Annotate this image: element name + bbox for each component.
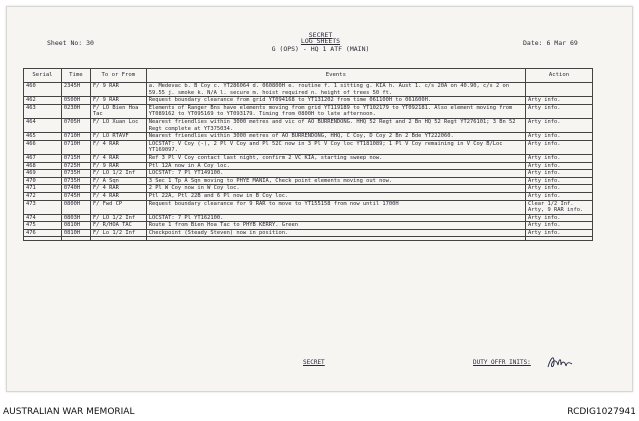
cell-tofrom: F/ LO Bien Hoa Tac bbox=[90, 104, 146, 118]
cell-serial: 464 bbox=[24, 118, 62, 132]
cell-events: Checkpoint (Steady Steven) now in position. bbox=[146, 229, 525, 237]
classification-heading: SECRET bbox=[308, 31, 333, 39]
cell-serial: 476 bbox=[24, 229, 62, 237]
table-row bbox=[24, 214, 593, 222]
cell-time: 0710H bbox=[61, 133, 90, 141]
cell-tofrom: F/ 4 RAR bbox=[90, 140, 146, 154]
cell-serial: 460 bbox=[24, 83, 62, 97]
cell-events: Nearest friendlies within 3000 metres of AO BURRENDONG, HHQ, C Coy, D Coy 2 Bn 2 Bde YT222060. bbox=[146, 133, 525, 141]
cell-action: Arty info. bbox=[526, 229, 593, 237]
cell-events: 2 Pl W Coy now in W Coy loc. bbox=[146, 185, 525, 193]
cell-time: 0710H bbox=[61, 140, 90, 154]
cell-blank bbox=[146, 237, 525, 241]
cell-time: 0740H bbox=[61, 185, 90, 193]
cell-events: 3 Sec 1 Tp A Sqn moving to PHYE MANIA, Check point elements moving out now. bbox=[146, 177, 525, 185]
cell-time: 0810H bbox=[61, 229, 90, 237]
log-table bbox=[23, 68, 593, 241]
cell-action: Clear 1/2 Inf. Arty, 9 RAR info. bbox=[526, 200, 593, 214]
table-row bbox=[24, 83, 593, 97]
cell-action: Arty info. bbox=[526, 177, 593, 185]
table-row bbox=[24, 229, 593, 237]
cell-serial: 472 bbox=[24, 192, 62, 200]
cell-tofrom: F/ Fwd CP bbox=[90, 200, 146, 214]
cell-action: Arty info. bbox=[526, 170, 593, 178]
cell-blank bbox=[61, 237, 90, 241]
cell-action bbox=[526, 83, 593, 97]
cell-tofrom: F/ 4 RAR bbox=[90, 192, 146, 200]
cell-events: Nearest friendlies within 3000 metres and vic of AO BURRENDONG. HHQ 52 Regt and 2 Bn HQ 52 Regt YT276101; 3 Bn 52 Regt complete at YT375034. bbox=[146, 118, 525, 132]
credit-institution: AUSTRALIAN WAR MEMORIAL bbox=[3, 407, 135, 417]
cell-tofrom: F/ Lo 1/2 Inf bbox=[90, 229, 146, 237]
cell-serial: 463 bbox=[24, 104, 62, 118]
cell-time: 0735H bbox=[61, 177, 90, 185]
cell-time: 0500H bbox=[61, 97, 90, 105]
col-time: Time bbox=[61, 69, 90, 83]
cell-blank bbox=[526, 237, 593, 241]
cell-events: Route 1 from Bien Hoa Tac to PHYB KERRY. Green bbox=[146, 222, 525, 230]
cell-serial: 467 bbox=[24, 154, 62, 162]
cell-tofrom: F/ LO 1/2 Inf bbox=[90, 170, 146, 178]
log-sheets-heading: LOG SHEETS bbox=[300, 37, 341, 45]
cell-serial: 471 bbox=[24, 185, 62, 193]
table-row bbox=[24, 154, 593, 162]
cell-tofrom: F/ A Sqn bbox=[90, 177, 146, 185]
cell-action: Arty info. bbox=[526, 214, 593, 222]
cell-time: 0810H bbox=[61, 222, 90, 230]
cell-time: 0705H bbox=[61, 118, 90, 132]
cell-action: Arty info. bbox=[526, 140, 593, 154]
cell-blank bbox=[90, 237, 146, 241]
table-row bbox=[24, 97, 593, 105]
cell-events: LOCSTAT: 7 Pl YT149100. bbox=[146, 170, 525, 178]
table-row bbox=[24, 118, 593, 132]
cell-events: Request boundary clearance for 9 RAR to move to YT155158 from now until 1700H bbox=[146, 200, 525, 214]
cell-action: Arty info. bbox=[526, 118, 593, 132]
cell-action: Arty info. bbox=[526, 154, 593, 162]
unit-heading: G (OPS) - HQ 1 ATF (MAIN) bbox=[271, 45, 370, 53]
cell-events: Request boundary clearance from grid YT094168 to YT131202 from time 061100H to 061600H. bbox=[146, 97, 525, 105]
table-row bbox=[24, 162, 593, 170]
cell-action: Arty info. bbox=[526, 133, 593, 141]
cell-serial: 473 bbox=[24, 200, 62, 214]
cell-action: Arty info. bbox=[526, 185, 593, 193]
cell-tofrom: F/ 4 RAR bbox=[90, 154, 146, 162]
log-sheet bbox=[6, 6, 633, 392]
cell-tofrom: F/ R/HOA TAC bbox=[90, 222, 146, 230]
cell-serial: 469 bbox=[24, 170, 62, 178]
table-row bbox=[24, 222, 593, 230]
cell-time: 0715H bbox=[61, 154, 90, 162]
cell-time: 0745H bbox=[61, 192, 90, 200]
cell-time: 0725H bbox=[61, 162, 90, 170]
cell-events: Ptl 22A, Ptl 22B and 6 Pl now in B Coy loc. bbox=[146, 192, 525, 200]
cell-tofrom: F/ 9 RAR bbox=[90, 83, 146, 97]
table-row bbox=[24, 170, 593, 178]
table-row bbox=[24, 192, 593, 200]
cell-serial: 468 bbox=[24, 162, 62, 170]
cell-events: Ptl 12A now in A Coy loc. bbox=[146, 162, 525, 170]
cell-serial: 474 bbox=[24, 214, 62, 222]
cell-tofrom: F/ LO RTAVF bbox=[90, 133, 146, 141]
col-serial: Serial bbox=[24, 69, 62, 83]
cell-time: 0230H bbox=[61, 104, 90, 118]
cell-action: Arty info. bbox=[526, 162, 593, 170]
cell-serial: 465 bbox=[24, 133, 62, 141]
cell-serial: 462 bbox=[24, 97, 62, 105]
sheet-number-label: Sheet No: bbox=[47, 39, 87, 47]
cell-action: Arty info. bbox=[526, 97, 593, 105]
col-to-or-from: To or From bbox=[90, 69, 146, 83]
cell-events: a. Medevac b. B Coy c. YT286064 d. 060800H e. routine f. 1 sitting g. KIA h. Aust 1. c/s 20A on 40.90, c/s 2 on 59.55 j. smoke k. N/A l. secure m. hoist required n. height of trees 50 ft. bbox=[146, 83, 525, 97]
cell-action: Arty info. bbox=[526, 104, 593, 118]
table-header-row bbox=[24, 69, 593, 83]
log-body bbox=[24, 83, 593, 241]
cell-tofrom: F/ 4 RAR bbox=[90, 185, 146, 193]
cell-blank bbox=[24, 237, 62, 241]
date-label: Date: bbox=[523, 39, 547, 47]
cell-time: 0800H bbox=[61, 200, 90, 214]
cell-events: Ref 3 Pl V Coy contact last night, confirm 2 VC KIA, starting sweep now. bbox=[146, 154, 525, 162]
cell-events: LOCSTAT: 7 Pl YT162100. bbox=[146, 214, 525, 222]
cell-serial: 470 bbox=[24, 177, 62, 185]
sheet-number-value: 30 bbox=[86, 39, 94, 47]
cell-time: 2345H bbox=[61, 83, 90, 97]
footer-classification: SECRET bbox=[303, 359, 325, 366]
cell-action: Arty info. bbox=[526, 192, 593, 200]
col-action: Action bbox=[526, 69, 593, 83]
duty-officer-initials-label: DUTY OFFR INITS: bbox=[473, 359, 531, 366]
cell-serial: 475 bbox=[24, 222, 62, 230]
cell-tofrom: F/ LO 1/2 Inf bbox=[90, 214, 146, 222]
table-row-blank bbox=[24, 237, 593, 241]
signature-initials bbox=[545, 353, 575, 371]
cell-time: 0803H bbox=[61, 214, 90, 222]
cell-action: Arty info. bbox=[526, 222, 593, 230]
cell-events: LOCSTAT: V Coy (-), 2 Pl V Coy and Pl 52C now in 3 Pl V Coy loc YT181089; 1 Pl V Coy remaining in V Coy B/Loc YT169097. bbox=[146, 140, 525, 154]
cell-events: Elements of Ranger Bns have elements moving from grid YT119189 to YT102179 to YT092181. Also element moving from YT089162 to YT095169 to YT093179. Timing from 0800H to late afternoon. bbox=[146, 104, 525, 118]
table-row bbox=[24, 104, 593, 118]
table-row bbox=[24, 200, 593, 214]
table-row bbox=[24, 133, 593, 141]
cell-tofrom: F/ 9 RAR bbox=[90, 162, 146, 170]
col-events: Events bbox=[146, 69, 525, 83]
credit-reference-id: RCDIG1027941 bbox=[567, 407, 636, 417]
cell-tofrom: F/ 9 RAR bbox=[90, 97, 146, 105]
cell-tofrom: F/ LO Xuan Loc bbox=[90, 118, 146, 132]
date-value: 6 Mar 69 bbox=[546, 39, 578, 47]
table-row bbox=[24, 185, 593, 193]
cell-time: 0735H bbox=[61, 170, 90, 178]
cell-serial: 466 bbox=[24, 140, 62, 154]
table-row bbox=[24, 177, 593, 185]
date bbox=[523, 39, 578, 47]
table-row bbox=[24, 140, 593, 154]
